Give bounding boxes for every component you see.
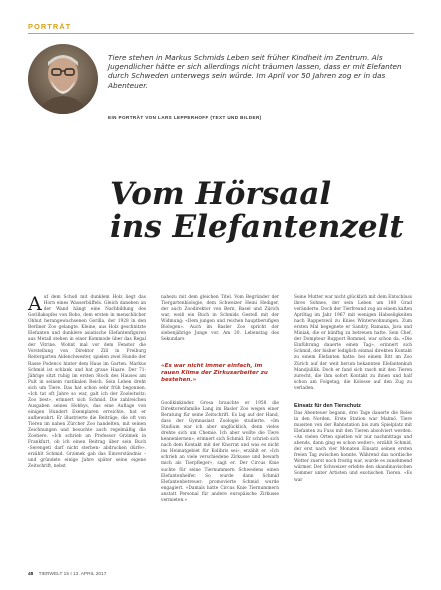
body-column-2-bottom — [161, 401, 279, 504]
body-column-3 — [294, 295, 412, 392]
col2-bottom-text: Goolikinkinder. Grosa brauchte er 1958 die Direktorenfamilie Lang im Basler Zoo wegen einer Beratung für seine Zeitschrift. Es lag auf der Hand, dass der Gymnasiast Zoologie studierte. «Im Studium war ich aber unglücklich, denn vieles drehte sich um Chemie. Ich aber wollte die Tiere kennenlernen», erinnert sich Schmid. Er schrieb sich nach dem Kontakt mit der Knorrat und was es nicht ins Heimatgebiet für Kolibris sei», erzählt er. «Ich schrieb an viele verschiedene Zirkusse und bewarb mich als Tierpfleger», sagt er. Der Circus Knie suchte für seine Tiernummern Schwedens einen Elefantenhelfer. So wurde dann Schmid Elefantenbetreuer: promovierte Schmid wurde engagiert. «Damals hatte Circus Knie Tiernummern anstatt Personal für andere europäische Zirkusse vermieten.» — [161, 401, 279, 503]
issue-info: TIERWELT 15 I 13. APRIL 2017 — [38, 572, 107, 577]
lead-text: Tiere stehen in Markus Schmids Leben seit früher Kindheit im Zentrum. Als Jugendlicher hätte er sich allerdings nicht träumen lassen, dass er mit Elefanten durch Schweden unterwegs sein würde. Im April vor 50 Jahren zog er in das Abenteuer. — [108, 53, 402, 90]
section-rule — [28, 33, 414, 34]
paragraph-1 — [28, 295, 146, 470]
title-line-2: ins Elefantenzelt — [110, 209, 404, 245]
photo-credit: EIN PORTRÄT VON LARS LEPPERHOFF (TEXT UND BILDER) — [108, 115, 262, 120]
page-footer — [28, 572, 106, 577]
body-column-3-bottom — [294, 411, 412, 484]
col2-top-text: nahezu mit dem gleichen Titel. Vom Begründer der Tiergartenbiologie, dem Schweizer Heini Hediger, der auch Zoodirektor von Bern, Basel und Zürich war, weiß ein Buch in Schmids Gestell mit der Widmung: «Dem jungen und reichen hauptberufigen Biologen». Auch im Basler Zoo spricht der siebenjährige Junge vor. Am 20. Lebenstag des Sekundars — [161, 295, 279, 343]
title-line-1: Vom Hörsaal — [110, 176, 332, 212]
body-column-2 — [161, 295, 279, 343]
pull-quote: «Es war nicht immer einfach, im rauen Klima der Zirkusarbeiter zu bestehen.» — [161, 363, 268, 384]
col3-top-text: Seine Mutter war nicht glücklich mit dem Entschluss ihres Sohnes, der sein Leben um 180 Grad veränderte. Doch der Tierfreund zog an einem kalten Apriltag im Jahr 1967 mit wenigen Habseligkeiten nach Rapperswil zu Knies Winterwohnungen. Zum ersten Mal begegnete er Sandry, Ramana, Java und Miniak, die er künftig zu betreuen hatte. Sein Chef, der Dompteur Rupport Rommel, war schon da. «Die Einführung dauerte einen Tag», erinnert sich Schmid, der bisher lediglich einmal direkten Kontakt zu einem Elefanten hatte: bei einem Ritt im Zoo Zürich auf der weit herum bekannten Elefantenkuh Mandjulilik. Doch er fand sich rasch mit den Tieren zurecht, die ihm sofort Kontakt zu ihnen und half schon am Folgetag, die Kolosse auf den Zug zu verladen. — [294, 295, 412, 391]
section-label: PORTRÄT — [28, 22, 72, 31]
article-title — [110, 178, 430, 244]
col3-bottom-text: Das Abenteuer begann, drei Tage dauerte die Reise in den Norden. Erste Station war Malmö. Tiere mussten von der Bahnstation bis zum Spielplatz mit Elefanten zu Fuss mit den Tieren absolviert werden. «An vielen Orten spielten wir nur nachmittags und abends, dann ging es schon weiter», erzählt Schmid, der erst nach vier Monaten Einsatz seinen ersten freien Tag zwischen konnte. Während das nordische Wetter zuerst noch frostig war, wurde es zunehmend wärmer. Der Schweizer erlebte den skandinavischen Sommer unter Artisten und exotischen Tieren. «Es war — [294, 411, 412, 483]
subheading: Einsatz für den Tierschutz — [294, 403, 361, 409]
dropcap: A — [28, 293, 42, 315]
page-number: 48 — [28, 572, 34, 577]
portrait-photo — [28, 44, 98, 114]
body-column-1 — [28, 295, 146, 470]
col1-text: uf dem Schoß mit dunklem Holz liegt das Horn eines Wasserbüffels. Gleich daneben an der Wand hängt eine Nachbildung des Gorillakopfes von Bobo, dem ersten in menschlicher Obhut herangewachsenen Gorilla, der 1928 in den Berliner Zoo gelangte. Kleine, aus Holz geschnitzte Elefanten und dunklere asiatische Elefantenfiguren aus Metall stehen in einer Kommode über das Regal der Vitrine. Wohnt mal vor dem Fenster die Vorstellung von Direktor Zill in Freiburg Reitergarten Aldenchwester, spielen zwei Hunde der Rasse Podenco hinter dem Haus im Garten. Markus Schmid ist schlank und hat graue Haare. Der 71-Jährige sitzt ruhig im ersten Stock des Hauses am Pult in seinem rustikalen Reich. Sein Leben dreht sich um Tiere. Das hat schon sehr früh begonnen. «Ich tat oft Jahre so war, galt ich der Zooleitwitz: Zoo best», erinnert sich Schmid. Die zahlreichen Ausgaben seines Hobbys, das eine Auflage von einigen Hundert Exemplaren erreichte, hat er aufbewahrt. Er illustrierte die Beiträge, die oft von Tieren im nahen Zürcher Zoo handelten, mit seinen Zeichnungen und besuchte auch regelmäßig die Zootiere. «Ich schrieb an Professor Grzimek in Frankfurt, ob ich einen Beitrag über sein Buch ‹Serengeti darf nicht sterben› abdrucken dürfe», erzählt Schmid. Grzimek gab das Einverständnis – und gründete einige Jahre später seine eigene Zeitschrift, nebst — [28, 295, 146, 470]
